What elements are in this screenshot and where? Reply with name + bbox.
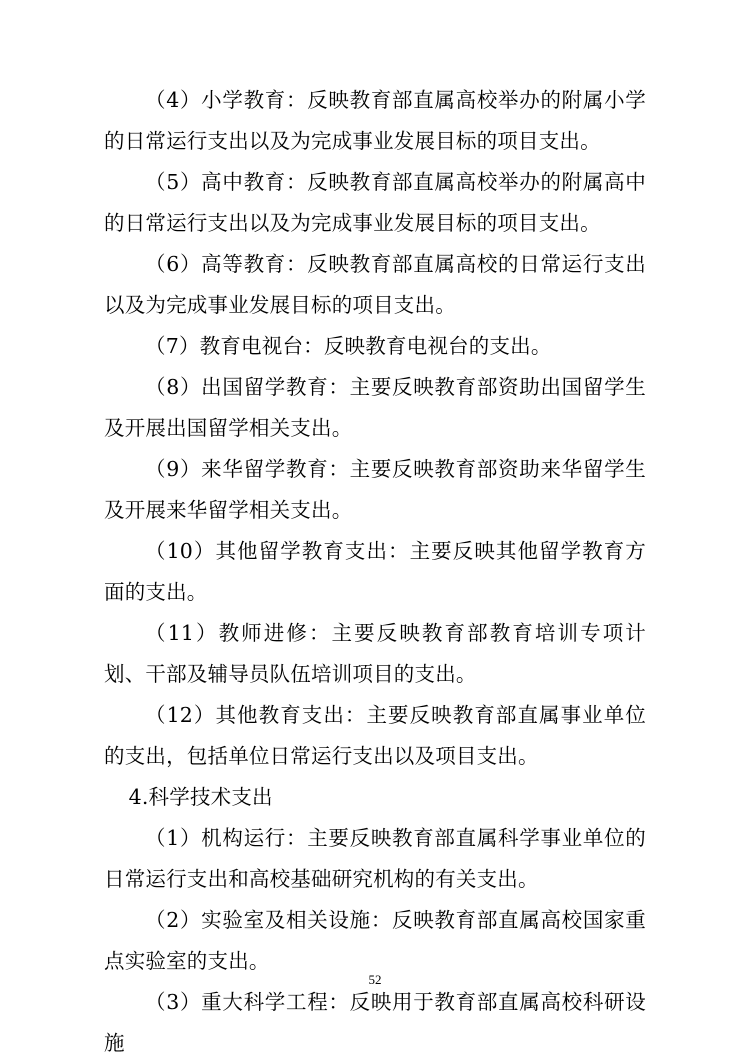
paragraph: （9）来华留学教育：主要反映教育部资助来华留学生及开展来华留学相关支出。 [104, 457, 646, 522]
paragraph: （3）重大科学工程：反映用于教育部直属高校科研设施 [104, 990, 646, 1055]
paragraph: （10）其他留学教育支出：主要反映其他留学教育方面的支出。 [104, 539, 646, 604]
page-number: 52 [368, 972, 382, 987]
paragraph: （7）教育电视台：反映教育电视台的支出。 [145, 334, 552, 358]
paragraph: （2）实验室及相关设施：反映教育部直属高校国家重点实验室的支出。 [104, 908, 646, 973]
paragraph: （12）其他教育支出：主要反映教育部直属事业单位的支出，包括单位日常运行支出以及项目支出。 [104, 703, 646, 768]
paragraph: （4）小学教育：反映教育部直属高校举办的附属小学的日常运行支出以及为完成事业发展目标的项目支出。 [104, 88, 646, 153]
paragraph: （1）机构运行：主要反映教育部直属科学事业单位的日常运行支出和高校基础研究机构的有关支出。 [104, 826, 646, 891]
section-heading: 4.科学技术支出 [128, 785, 273, 809]
page-body [104, 80, 646, 1064]
paragraph: （8）出国留学教育：主要反映教育部资助出国留学生及开展出国留学相关支出。 [104, 375, 646, 440]
paragraph: （5）高中教育：反映教育部直属高校举办的附属高中的日常运行支出以及为完成事业发展目标的项目支出。 [104, 170, 646, 235]
paragraph: （11）教师进修：主要反映教育部教育培训专项计划、干部及辅导员队伍培训项目的支出。 [104, 621, 646, 686]
paragraph: （6）高等教育：反映教育部直属高校的日常运行支出以及为完成事业发展目标的项目支出。 [104, 252, 646, 317]
